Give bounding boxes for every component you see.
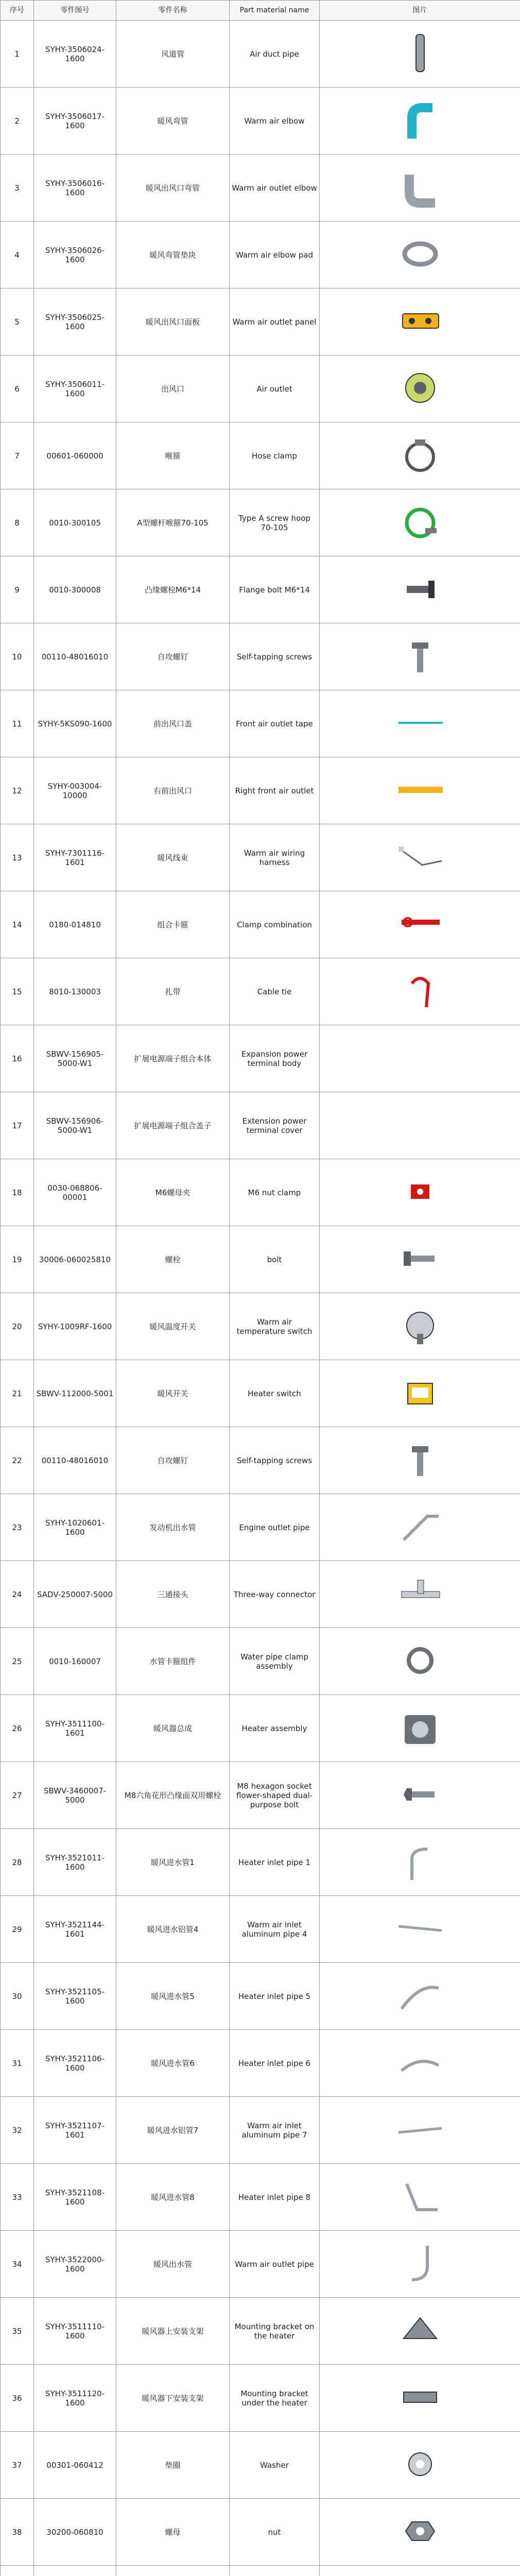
row-part-number: SYHY-3506024-1600 <box>34 21 116 88</box>
row-part-number: SYHY-3521144-1601 <box>34 1896 116 1963</box>
inlet-pipe-1-icon <box>396 1839 444 1884</box>
row-part-number: 0010-160007 <box>34 1628 116 1695</box>
row-index: 21 <box>1 1360 34 1427</box>
row-part-name-en: Heater inlet pipe 5 <box>230 1963 320 2030</box>
row-picture <box>320 2164 520 2231</box>
row-part-number: SYHY-5KS090-1600 <box>34 690 116 757</box>
row-index: 10 <box>1 623 34 690</box>
row-part-name-cn: 垫圈 <box>116 2432 230 2499</box>
row-part-name-en: Cable tie <box>230 958 320 1025</box>
row-part-name-cn: 自攻螺钉 <box>116 623 230 690</box>
row-picture <box>320 2030 520 2097</box>
row-part-name-en: Heater switch <box>230 1360 320 1427</box>
row-index: 23 <box>1 1494 34 1561</box>
row-part-name-cn: 暖风弯管垫块 <box>116 222 230 289</box>
row-part-number: 00301-060412 <box>34 2432 116 2499</box>
inlet-pipe-8-icon <box>396 2174 444 2219</box>
duct-pipe-icon <box>396 30 444 76</box>
row-part-number: 0030-068806-00001 <box>34 1159 116 1226</box>
air-outlet-icon <box>396 365 444 411</box>
row-part-name-cn: 暖风器下安装支架 <box>116 2365 230 2432</box>
row-index: 15 <box>1 958 34 1025</box>
row-picture <box>320 1092 520 1159</box>
row-index: 36 <box>1 2365 34 2432</box>
table-row <box>1 1561 520 1628</box>
row-part-name-en: Self-tapping screws <box>230 1427 320 1494</box>
row-part-name-cn: 暖风器总成 <box>116 1695 230 1762</box>
row-part-name-cn: 暖风进水管8 <box>116 2164 230 2231</box>
row-part-name-en: Right front air outlet <box>230 757 320 824</box>
table-row <box>1 2432 520 2499</box>
table-row <box>1 355 520 422</box>
row-part-name-cn: 喉箍 <box>116 422 230 489</box>
table-row <box>1 556 520 623</box>
table-row <box>1 757 520 824</box>
row-part-name-cn: 暖风进水管6 <box>116 2030 230 2097</box>
table-body <box>1 21 520 2576</box>
temp-switch-icon <box>396 1303 444 1348</box>
row-part-name-en: Self-tapping screws <box>230 623 320 690</box>
outlet-panel-icon <box>396 298 444 344</box>
row-part-name-en: Water pipe clamp assembly <box>230 1628 320 1695</box>
row-part-name-en: Expansion power terminal body <box>230 1025 320 1092</box>
row-index: 38 <box>1 2499 34 2566</box>
row-part-name-en: Heater assembly <box>230 1695 320 1762</box>
row-part-number: SYHY-3522000-1600 <box>34 2231 116 2298</box>
row-part-name-cn: M8六角花形凸缘面双用螺栓 <box>116 1762 230 1829</box>
row-index: 17 <box>1 1092 34 1159</box>
row-picture <box>320 1762 520 1829</box>
row-part-name-en: nut <box>230 2499 320 2566</box>
row-index: 4 <box>1 222 34 289</box>
screw-hoop-icon <box>396 499 444 545</box>
screw-icon <box>396 1437 444 1482</box>
row-index: 2 <box>1 88 34 155</box>
elbow-icon <box>396 97 444 143</box>
row-part-number: SADV-250007-5000 <box>34 1561 116 1628</box>
row-part-number: SYHY-003004-10000 <box>34 757 116 824</box>
row-part-number: SYHY-3521108-1600 <box>34 2164 116 2231</box>
row-part-name-en: Hose clamp <box>230 422 320 489</box>
table-row <box>1 1360 520 1427</box>
row-part-name-cn: 暖风出水管 <box>116 2231 230 2298</box>
long-pipe-2-icon <box>396 2107 444 2152</box>
row-part-number: SYHY-3521105-1600 <box>34 1963 116 2030</box>
row-index: 5 <box>1 289 34 355</box>
row-part-name-cn: 暖风器上安装支架 <box>116 2298 230 2365</box>
row-picture <box>320 2231 520 2298</box>
row-part-name-en: Air outlet <box>230 355 320 422</box>
row-part-name-en: Air duct pipe <box>230 21 320 88</box>
header-picture: 图片 <box>320 1 520 21</box>
row-part-name-cn: 风道管 <box>116 21 230 88</box>
row-part-name-cn <box>116 2566 230 2576</box>
row-part-name-cn: 暖风弯管 <box>116 88 230 155</box>
table-row <box>1 1963 520 2030</box>
table-header <box>1 1 520 21</box>
row-part-name-en: Warm air elbow pad <box>230 222 320 289</box>
ring-pad-icon <box>396 231 444 277</box>
inlet-pipe-5-icon <box>396 1973 444 2018</box>
row-picture <box>320 1427 520 1494</box>
hex-bolt-icon <box>396 1772 444 1817</box>
tee-icon <box>396 1571 444 1616</box>
row-part-number <box>34 2566 116 2576</box>
row-part-name-cn: A型螺杆喉箍70-105 <box>116 489 230 556</box>
row-index: 25 <box>1 1628 34 1695</box>
table-row <box>1 422 520 489</box>
row-picture <box>320 1360 520 1427</box>
row-part-name-cn: 暖风出风口弯管 <box>116 155 230 222</box>
blank <box>396 1035 444 1080</box>
table-row <box>1 623 520 690</box>
row-part-name-en: Front air outlet tape <box>230 690 320 757</box>
row-part-name-en: M6 nut clamp <box>230 1159 320 1226</box>
row-part-number: SYHY-1009RF-1600 <box>34 1293 116 1360</box>
row-picture <box>320 958 520 1025</box>
row-picture <box>320 891 520 958</box>
row-picture <box>320 690 520 757</box>
table-row <box>1 2097 520 2164</box>
row-part-number: SBWV-156905-5000-W1 <box>34 1025 116 1092</box>
hose-clamp-icon <box>396 432 444 478</box>
header-part-name-cn: 零件名称 <box>116 1 230 21</box>
row-part-name-en: Warm air outlet panel <box>230 289 320 355</box>
nut-icon <box>396 2509 444 2554</box>
row-picture <box>320 1695 520 1762</box>
table-row <box>1 1628 520 1695</box>
table-row <box>1 2231 520 2298</box>
engine-pipe-icon <box>396 1504 444 1549</box>
row-part-number: SYHY-3511120-1600 <box>34 2365 116 2432</box>
row-part-name-cn: 组合卡箍 <box>116 891 230 958</box>
row-part-number: SYHY-3506011-1600 <box>34 355 116 422</box>
row-picture <box>320 88 520 155</box>
table-row <box>1 2298 520 2365</box>
header-part-number: 零件图号 <box>34 1 116 21</box>
table-row <box>1 891 520 958</box>
row-index: 35 <box>1 2298 34 2365</box>
row-index: 34 <box>1 2231 34 2298</box>
row-picture <box>320 222 520 289</box>
table-row <box>1 88 520 155</box>
header-part-name-en: Part material name <box>230 1 320 21</box>
row-index <box>1 2566 34 2576</box>
row-picture <box>320 1561 520 1628</box>
row-part-number: SYHY-3511110-1600 <box>34 2298 116 2365</box>
long-pipe-icon <box>396 1906 444 1951</box>
row-part-name-cn: 扎带 <box>116 958 230 1025</box>
row-picture <box>320 289 520 355</box>
row-picture <box>320 2298 520 2365</box>
row-picture <box>320 2499 520 2566</box>
row-part-name-cn: 扩展电源端子组合本体 <box>116 1025 230 1092</box>
row-picture <box>320 422 520 489</box>
row-part-number: 30006-060025810 <box>34 1226 116 1293</box>
row-part-name-cn: 右前出风口 <box>116 757 230 824</box>
row-picture <box>320 355 520 422</box>
row-index: 18 <box>1 1159 34 1226</box>
table-row <box>1 2499 520 2566</box>
table-row <box>1 21 520 88</box>
row-part-number: SBWV-112000-5001 <box>34 1360 116 1427</box>
row-part-name-cn: 暖风开关 <box>116 1360 230 1427</box>
row-picture <box>320 1025 520 1092</box>
row-part-name-cn: 暖风温度开关 <box>116 1293 230 1360</box>
table-row <box>1 1226 520 1293</box>
row-index: 20 <box>1 1293 34 1360</box>
table-row <box>1 2365 520 2432</box>
row-part-name-en: Washer <box>230 2432 320 2499</box>
row-part-name-en: Warm air outlet elbow <box>230 155 320 222</box>
row-part-name-cn: 螺母 <box>116 2499 230 2566</box>
row-part-number: SYHY-3521106-1600 <box>34 2030 116 2097</box>
row-part-name-en: Heater inlet pipe 8 <box>230 2164 320 2231</box>
heater-assembly-icon <box>396 1705 444 1750</box>
table-row <box>1 1829 520 1896</box>
row-picture <box>320 556 520 623</box>
row-part-name-cn: 暖风出风口面板 <box>116 289 230 355</box>
outlet-elbow-icon <box>396 164 444 210</box>
row-part-name-cn: 暖风线束 <box>116 824 230 891</box>
row-picture <box>320 1494 520 1561</box>
row-part-name-cn: 三通接头 <box>116 1561 230 1628</box>
row-index: 37 <box>1 2432 34 2499</box>
row-part-number: SBWV-3460007-5000 <box>34 1762 116 1829</box>
table-row <box>1 155 520 222</box>
row-index: 33 <box>1 2164 34 2231</box>
row-picture <box>320 1159 520 1226</box>
row-part-name-en: Clamp combination <box>230 891 320 958</box>
row-part-name-en: M8 hexagon socket flower-shaped dual-purpose bolt <box>230 1762 320 1829</box>
table-row <box>1 1092 520 1159</box>
row-picture <box>320 757 520 824</box>
row-part-name-en: Heater inlet pipe 6 <box>230 2030 320 2097</box>
row-index: 3 <box>1 155 34 222</box>
row-part-name-cn: 螺栓 <box>116 1226 230 1293</box>
row-part-name-en: Mounting bracket under the heater <box>230 2365 320 2432</box>
row-picture <box>320 1293 520 1360</box>
header-index: 序号 <box>1 1 34 21</box>
pipe-clamp-icon <box>396 1638 444 1683</box>
row-part-number: SYHY-3521107-1601 <box>34 2097 116 2164</box>
table-row <box>1 222 520 289</box>
row-picture <box>320 1963 520 2030</box>
row-part-number: 0010-300105 <box>34 489 116 556</box>
table-row <box>1 1896 520 1963</box>
bolt-icon <box>396 1236 444 1281</box>
row-part-name-en: Type A screw hoop 70-105 <box>230 489 320 556</box>
row-index: 8 <box>1 489 34 556</box>
row-index: 27 <box>1 1762 34 1829</box>
table-row <box>1 2030 520 2097</box>
flange-bolt-icon <box>396 566 444 612</box>
row-index: 19 <box>1 1226 34 1293</box>
perforated-strip-icon <box>396 767 444 812</box>
row-part-name-cn: 水管卡箍组件 <box>116 1628 230 1695</box>
row-picture <box>320 2365 520 2432</box>
outlet-pipe-icon <box>396 2241 444 2286</box>
table-row <box>1 2164 520 2231</box>
row-part-name-en: Three-way connector <box>230 1561 320 1628</box>
row-part-number: 0010-300008 <box>34 556 116 623</box>
row-part-number: SYHY-3506017-1600 <box>34 88 116 155</box>
blank <box>396 1102 444 1147</box>
row-picture <box>320 1829 520 1896</box>
bracket-down-icon <box>396 2375 444 2420</box>
row-part-name-cn: M6螺母夹 <box>116 1159 230 1226</box>
row-index: 9 <box>1 556 34 623</box>
row-part-name-en: Heater inlet pipe 1 <box>230 1829 320 1896</box>
row-part-name-en: Mounting bracket on the heater <box>230 2298 320 2365</box>
row-picture <box>320 1628 520 1695</box>
row-index: 28 <box>1 1829 34 1896</box>
table-row <box>1 1159 520 1226</box>
row-part-number: SYHY-3506026-1600 <box>34 222 116 289</box>
table-row <box>1 958 520 1025</box>
row-part-number: SYHY-3511100-1601 <box>34 1695 116 1762</box>
row-picture <box>320 824 520 891</box>
row-picture <box>320 1896 520 1963</box>
row-part-number: SYHY-3506025-1600 <box>34 289 116 355</box>
row-part-name-cn: 出风口 <box>116 355 230 422</box>
row-index: 31 <box>1 2030 34 2097</box>
row-index: 14 <box>1 891 34 958</box>
row-part-name-en: Warm air inlet aluminum pipe 7 <box>230 2097 320 2164</box>
row-picture <box>320 2097 520 2164</box>
row-part-number: 00110-48016010 <box>34 623 116 690</box>
row-part-name-cn: 暖风进水管5 <box>116 1963 230 2030</box>
table-row <box>1 1025 520 1092</box>
row-index: 6 <box>1 355 34 422</box>
row-part-name-en: Warm air outlet pipe <box>230 2231 320 2298</box>
row-part-name-en: Engine outlet pipe <box>230 1494 320 1561</box>
row-index: 7 <box>1 422 34 489</box>
row-picture <box>320 2432 520 2499</box>
row-index: 26 <box>1 1695 34 1762</box>
table-row <box>1 1695 520 1762</box>
row-picture <box>320 1226 520 1293</box>
table-row <box>1 1427 520 1494</box>
row-part-number: SYHY-3506016-1600 <box>34 155 116 222</box>
harness-icon <box>396 834 444 879</box>
table-row <box>1 489 520 556</box>
row-part-name-cn: 发动机出水管 <box>116 1494 230 1561</box>
table-row <box>1 289 520 355</box>
row-part-name-cn: 暖风进水铝管4 <box>116 1896 230 1963</box>
row-index: 29 <box>1 1896 34 1963</box>
row-part-name-cn: 扩展电源端子组合盖子 <box>116 1092 230 1159</box>
row-index: 1 <box>1 21 34 88</box>
row-index: 30 <box>1 1963 34 2030</box>
row-part-number: SBWV-156906-5000-W1 <box>34 1092 116 1159</box>
row-picture <box>320 489 520 556</box>
row-part-name-en: Warm air temperature switch <box>230 1293 320 1360</box>
table-row <box>1 824 520 891</box>
row-index: 22 <box>1 1427 34 1494</box>
row-picture <box>320 21 520 88</box>
row-part-name-en: Warm air inlet aluminum pipe 4 <box>230 1896 320 1963</box>
nut-clamp-icon <box>396 1169 444 1214</box>
row-part-name-cn: 暖风进水铝管7 <box>116 2097 230 2164</box>
table-row <box>1 1494 520 1561</box>
row-part-name-cn: 自攻螺钉 <box>116 1427 230 1494</box>
thin-strip-icon <box>396 700 444 745</box>
row-part-name-en: Warm air elbow <box>230 88 320 155</box>
row-part-name-cn: 前出风口盖 <box>116 690 230 757</box>
row-part-number: 00601-060000 <box>34 422 116 489</box>
row-part-number: 30200-060810 <box>34 2499 116 2566</box>
row-part-number: 0180-014810 <box>34 891 116 958</box>
row-part-name-en: Extension power terminal cover <box>230 1092 320 1159</box>
cable-tie-icon <box>396 968 444 1013</box>
row-part-name-en <box>230 2566 320 2576</box>
row-part-number: 00110-48016010 <box>34 1427 116 1494</box>
table-row <box>1 2566 520 2576</box>
table-row <box>1 690 520 757</box>
row-part-number: SYHY-1020601-1600 <box>34 1494 116 1561</box>
screw-icon <box>396 633 444 679</box>
row-part-name-cn: 暖风进水管1 <box>116 1829 230 1896</box>
inlet-pipe-6-icon <box>396 2040 444 2085</box>
clamp-combination-icon <box>396 901 444 946</box>
row-part-name-en: Warm air wiring harness <box>230 824 320 891</box>
row-picture <box>320 2566 520 2576</box>
row-part-name-en: bolt <box>230 1226 320 1293</box>
table-row <box>1 1293 520 1360</box>
row-index: 16 <box>1 1025 34 1092</box>
row-picture <box>320 155 520 222</box>
row-picture <box>320 623 520 690</box>
row-part-name-en: Flange bolt M6*14 <box>230 556 320 623</box>
row-part-name-cn: 凸缘螺栓M6*14 <box>116 556 230 623</box>
row-index: 13 <box>1 824 34 891</box>
row-part-number: SYHY-3521011-1600 <box>34 1829 116 1896</box>
bracket-up-icon <box>396 2308 444 2353</box>
table-row <box>1 1762 520 1829</box>
row-index: 24 <box>1 1561 34 1628</box>
row-index: 32 <box>1 2097 34 2164</box>
row-part-number: 8010-130003 <box>34 958 116 1025</box>
row-index: 12 <box>1 757 34 824</box>
row-part-number: SYHY-7301116-1601 <box>34 824 116 891</box>
heater-switch-icon <box>396 1370 444 1415</box>
row-index: 11 <box>1 690 34 757</box>
washer-icon <box>396 2442 444 2487</box>
